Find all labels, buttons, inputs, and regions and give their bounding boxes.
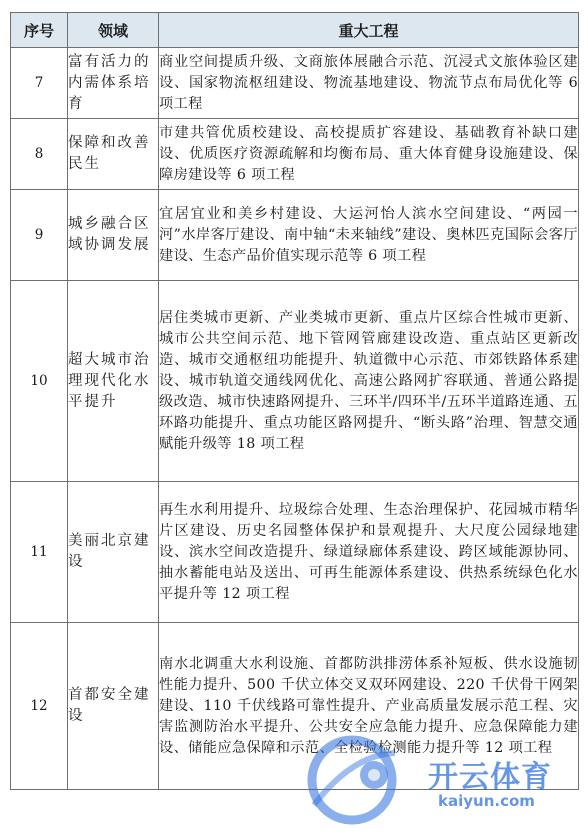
row-number: 10 (11, 281, 68, 482)
table-row (11, 190, 579, 281)
row-field: 城乡融合区域协调发展 (68, 190, 159, 281)
row-projects: 南水北调重大水利设施、首都防洪排涝体系补短板、供水设施韧性能力提升、500 千伏立体交叉双环网建设、220 千伏骨干网架建设、110 千伏线路可靠性提升、产业高质量发展示范工程、灾害监测防治水平提升、公共安全应急能力提升、应急保障能力建设、储能应急保障和示范、全检验检测能力提升等 12 项工程 (159, 623, 579, 790)
row-number: 9 (11, 190, 68, 281)
row-projects: 商业空间提质升级、文商旅体展融合示范、沉浸式文旅体验区建设、国家物流枢纽建设、物流基地建设、物流节点布局优化等 6 项工程 (159, 48, 579, 119)
table-row (11, 281, 579, 482)
row-field: 美丽北京建设 (68, 482, 159, 623)
row-field: 保障和改善民生 (68, 119, 159, 190)
row-number: 11 (11, 482, 68, 623)
watermark-url: kaiyun.com (438, 792, 535, 810)
row-number: 7 (11, 48, 68, 119)
row-number: 8 (11, 119, 68, 190)
table-row (11, 119, 579, 190)
row-field: 超大城市治理现代化水平提升 (68, 281, 159, 482)
row-projects: 市建共管优质校建设、高校提质扩容建设、基础教育补缺口建设、优质医疗资源疏解和均衡布局、重大体育健身设施建设、保障房建设等 6 项工程 (159, 119, 579, 190)
header-field: 领域 (68, 13, 159, 48)
row-projects: 宜居宜业和美乡村建设、大运河怡人滨水空间建设、“两园一河”水岸客厅建设、南中轴“未来轴线”建设、奥林匹克国际会客厅建设、生态产品价值实现示范等 6 项工程 (159, 190, 579, 281)
major-projects-table (10, 12, 579, 790)
row-projects: 再生水利用提升、垃圾综合处理、生态治理保护、花园城市精华片区建设、历史名园整体保护和景观提升、大尺度公园绿地建设、滨水空间改造提升、绿道绿廊体系建设、跨区域能源协同、抽水蓄能电站及送出、可再生能源体系建设、供热系统绿色化水平提升等 12 项工程 (159, 482, 579, 623)
table-header-row (11, 13, 579, 48)
row-projects: 居住类城市更新、产业类城市更新、重点片区综合性城市更新、城市公共空间示范、地下管网管廊建设改造、重点站区更新改造、城市交通枢纽功能提升、轨道微中心示范、市郊铁路体系建设、城市轨道交通线网优化、高速公路网扩容联通、普通公路提级改造、城市快速路网提升、三环半/四环半/五环半道路连通、五环路功能提升、重点功能区路网提升、“断头路”治理、智慧交通赋能升级等 18 项工程 (159, 281, 579, 482)
row-number: 12 (11, 623, 68, 790)
table-row (11, 482, 579, 623)
header-projects: 重大工程 (159, 13, 579, 48)
table-row (11, 48, 579, 119)
row-field: 首都安全建设 (68, 623, 159, 790)
header-no: 序号 (11, 13, 68, 48)
watermark-brand: 开云体育 (428, 760, 552, 795)
row-field: 富有活力的内需体系培育 (68, 48, 159, 119)
